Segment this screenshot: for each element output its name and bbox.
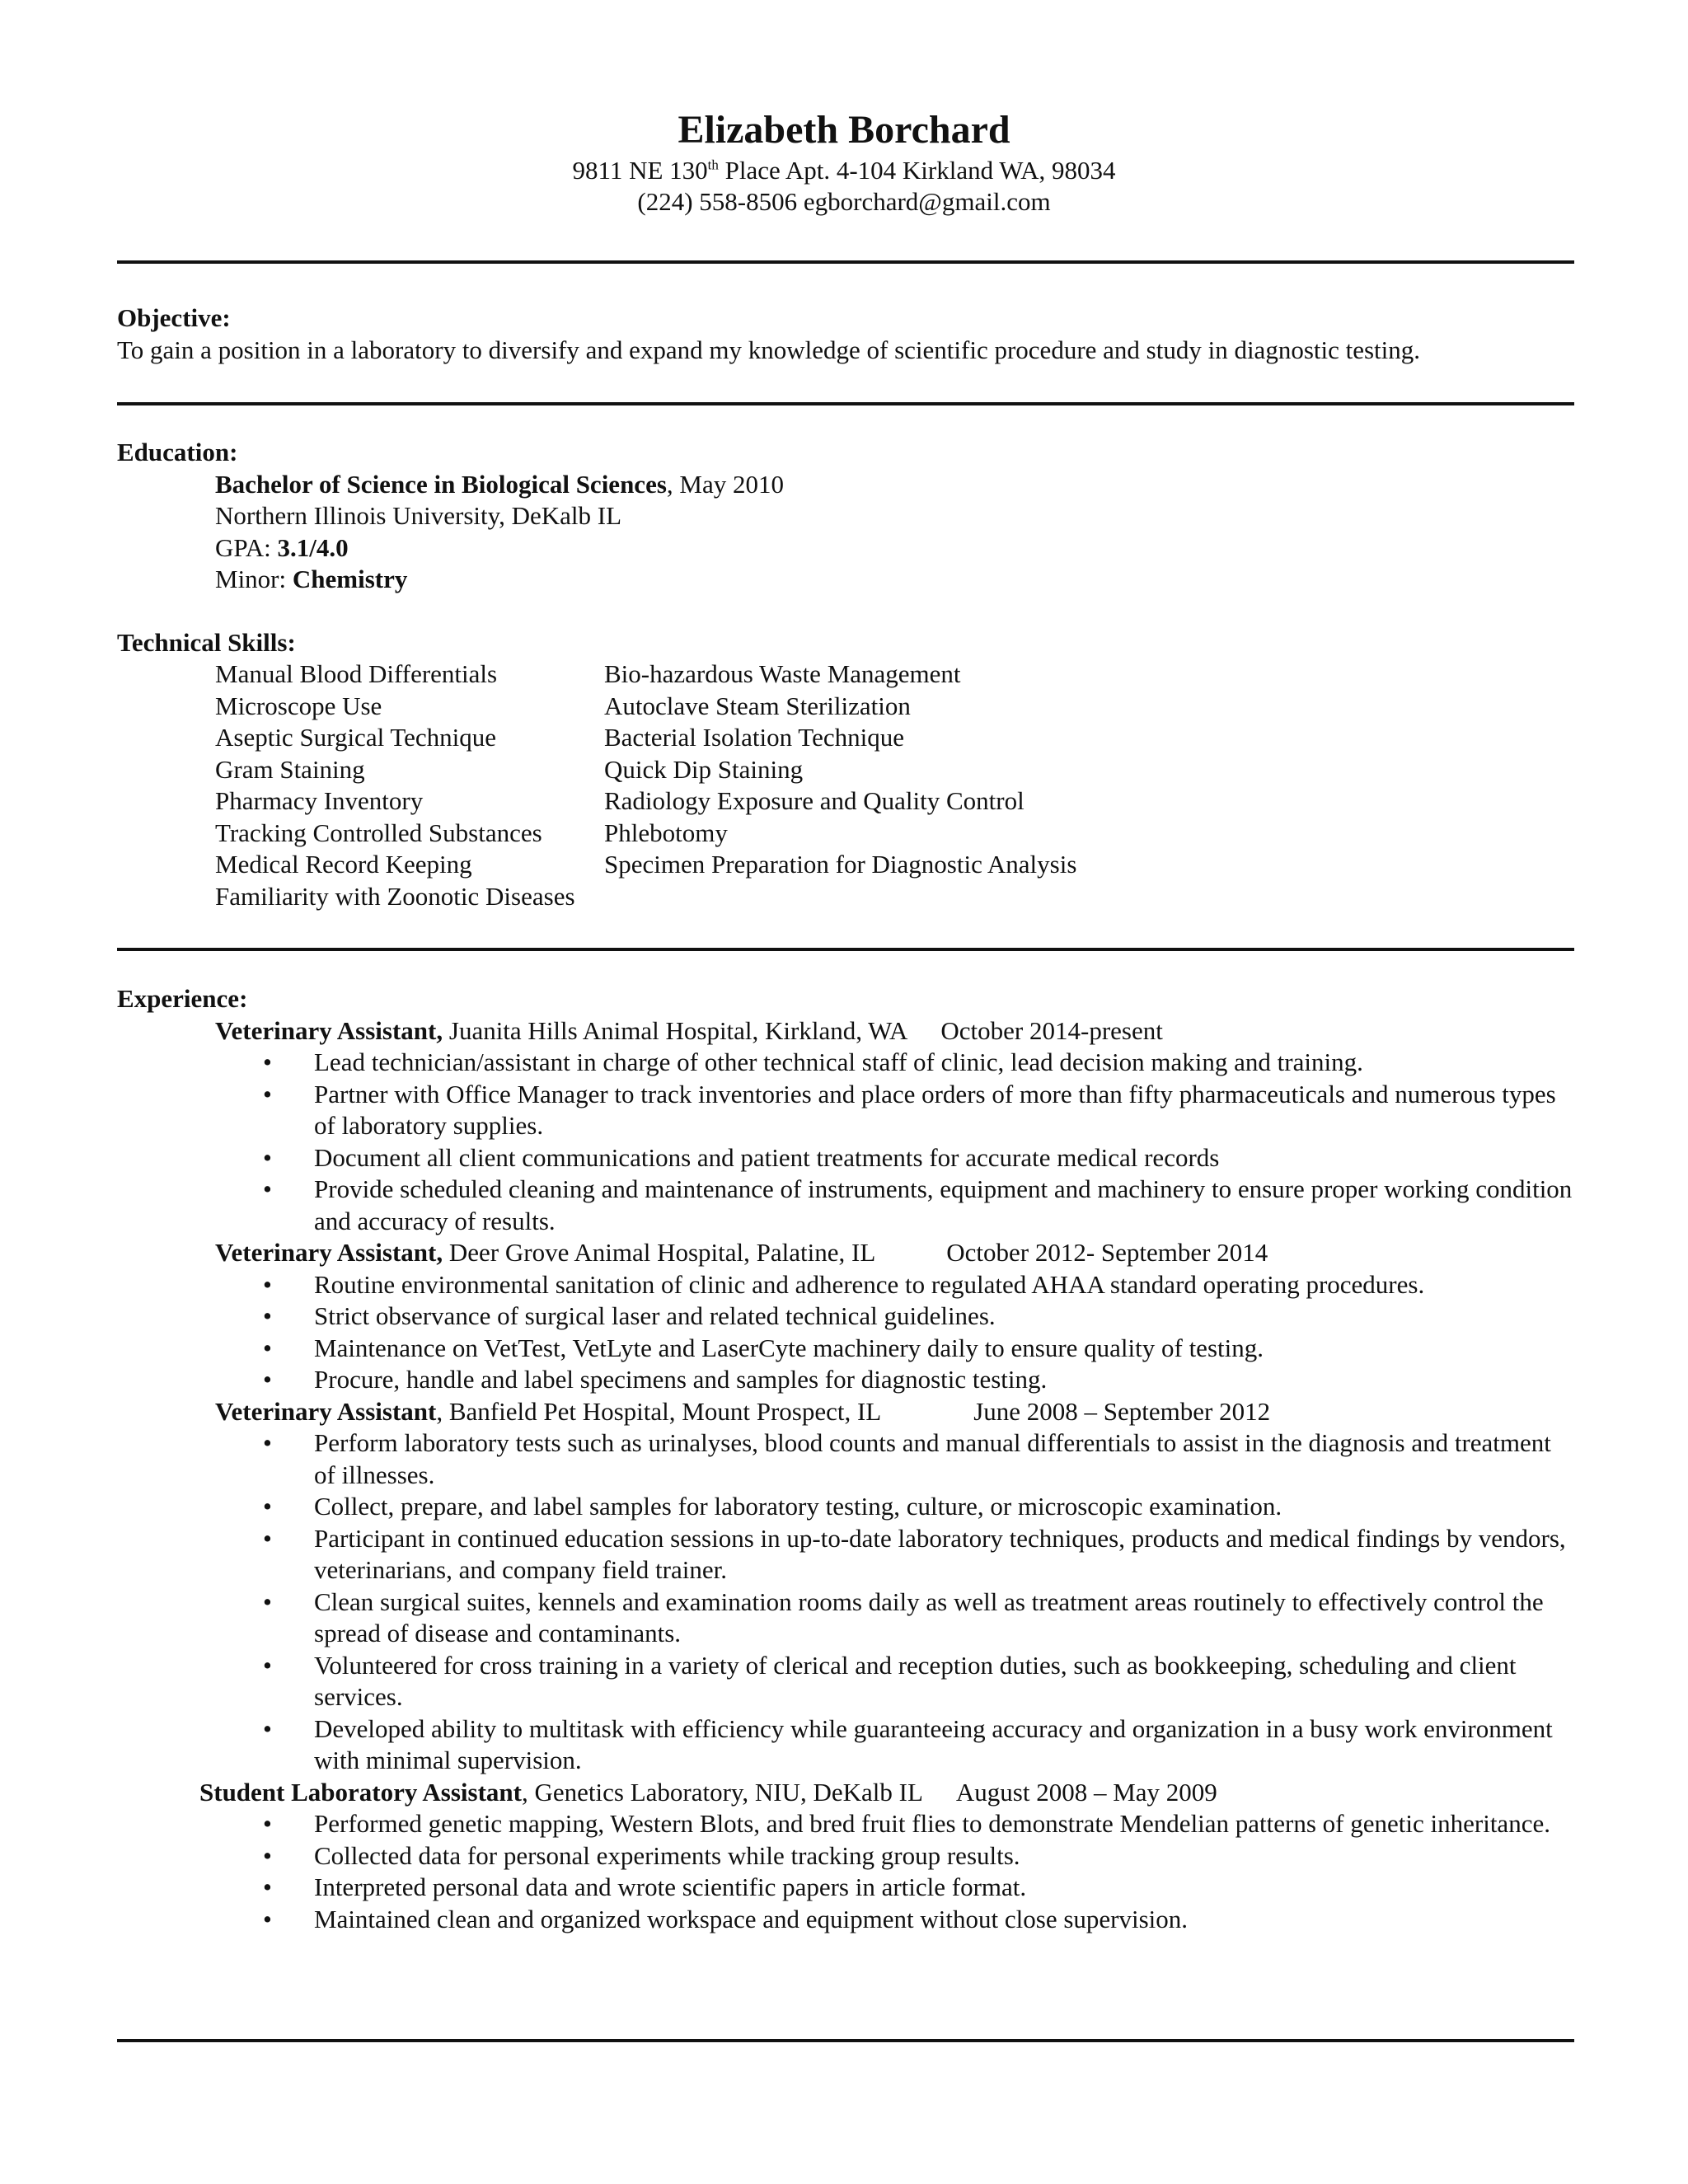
bullet-icon: • [263, 1174, 272, 1203]
duty-text: Participant in continued education sessions in up-to-date laboratory techniques, products and medical findings by vendors, veterinarians, and company field trainer. [314, 1523, 1566, 1584]
skill-item: Manual Blood Differentials [215, 659, 498, 688]
bullet-icon: • [263, 1047, 272, 1076]
bullet-icon: • [263, 1840, 272, 1870]
job-dates: August 2008 – May 2009 [955, 1777, 1217, 1807]
duty-item [117, 1808, 1574, 1840]
divider-rule [117, 948, 1574, 951]
divider-rule [117, 260, 1574, 264]
skill-item: Specimen Preparation for Diagnostic Analysis [604, 850, 1077, 879]
divider-rule [117, 402, 1574, 405]
skill-row [215, 818, 1574, 850]
bullet-icon: • [263, 1523, 272, 1553]
skills-heading: Technical Skills: [117, 627, 296, 657]
duty-text: Document all client communications and patient treatments for accurate medical records [314, 1142, 1220, 1172]
job-employer: , Banfield Pet Hospital, Mount Prospect, IL [436, 1396, 882, 1426]
duty-item [117, 1491, 1574, 1523]
minor-label: Minor: [215, 565, 293, 593]
skill-item: Quick Dip Staining [604, 754, 804, 784]
skills-list [117, 658, 1574, 912]
bullet-icon: • [263, 1428, 272, 1457]
bullet-icon: • [263, 1872, 272, 1901]
skill-item: Bacterial Isolation Technique [604, 723, 904, 752]
degree-name: Bachelor of Science in Biological Sciences [215, 469, 667, 499]
job-duties [117, 1808, 1574, 1935]
bullet-icon: • [263, 1713, 272, 1743]
duty-item [117, 1142, 1574, 1174]
duty-item [117, 1079, 1574, 1142]
skill-row [215, 881, 1574, 913]
bullet-icon: • [263, 1333, 272, 1362]
skill-item: Medical Record Keeping [215, 850, 472, 879]
education-heading: Education: [117, 438, 238, 466]
minor-value: Chemistry [292, 565, 408, 593]
education-school: Northern Illinois University, DeKalb IL [215, 501, 622, 530]
skill-item: Bio-hazardous Waste Management [604, 659, 961, 688]
gpa-label: GPA: [215, 532, 278, 562]
duty-item [117, 1650, 1574, 1713]
skill-row [215, 785, 1574, 818]
skill-item: Tracking Controlled Substances [215, 818, 542, 847]
job-header [117, 1777, 1574, 1809]
address-rest: Place Apt. 4-104 Kirkland WA, 98034 [718, 156, 1116, 185]
job-dates: October 2014-present [940, 1015, 1163, 1045]
job-employer: Juanita Hills Animal Hospital, Kirkland, WA [443, 1015, 908, 1045]
duty-text: Collected data for personal experiments while tracking group results. [314, 1840, 1020, 1870]
duty-text: Routine environmental sanitation of clinic and adherence to regulated AHAA standard operating procedures. [314, 1269, 1425, 1299]
divider-rule [117, 2039, 1574, 2042]
skill-item: Gram Staining [215, 754, 365, 784]
skill-row [215, 722, 1574, 754]
duty-text: Lead technician/assistant in charge of other technical staff of clinic, lead decision making and training. [314, 1047, 1363, 1076]
address-ordinal: th [707, 157, 719, 173]
skill-item: Familiarity with Zoonotic Diseases [215, 881, 575, 911]
contact-line: (224) 558-8506 egborchard@gmail.com [637, 187, 1051, 216]
duty-item [117, 1840, 1574, 1872]
bullet-icon: • [263, 1650, 272, 1680]
job-title: Veterinary Assistant, [215, 1238, 443, 1267]
bullet-icon: • [263, 1492, 272, 1521]
skill-row [215, 658, 1574, 691]
duty-text: Maintained clean and organized workspace and equipment without close supervision. [314, 1904, 1189, 1933]
job-header [117, 1237, 1574, 1269]
duty-item [117, 1872, 1574, 1904]
duty-item [117, 1301, 1574, 1333]
duty-item [117, 1269, 1574, 1301]
duty-text: Developed ability to multitask with efficiency while guaranteeing accuracy and organization in a busy work environment with minimal supervision. [314, 1713, 1553, 1774]
job-entry [117, 1777, 1574, 1936]
duty-text: Volunteered for cross training in a variety of clerical and reception duties, such as bookkeeping, scheduling and client services. [314, 1650, 1517, 1711]
objective-section [117, 302, 1574, 366]
bullet-icon: • [263, 1365, 272, 1394]
duty-item [117, 1047, 1574, 1079]
job-duties [117, 1269, 1574, 1396]
resume-header [0, 105, 1688, 218]
skill-item: Aseptic Surgical Technique [215, 723, 497, 752]
applicant-name: Elizabeth Borchard [678, 108, 1010, 152]
bullet-icon: • [263, 1904, 272, 1933]
address-line [0, 155, 1688, 186]
job-employer: Deer Grove Animal Hospital, Palatine, IL [443, 1238, 876, 1267]
education-degree-line [117, 469, 1574, 501]
skill-item: Phlebotomy [604, 818, 728, 847]
gpa-value: 3.1/4.0 [277, 532, 349, 562]
bullet-icon: • [263, 1079, 272, 1108]
address-number: 9811 NE 130 [572, 156, 708, 185]
skill-item: Microscope Use [215, 691, 382, 720]
duty-text: Clean surgical suites, kennels and examination rooms daily as well as treatment areas routinely to effectively control the spread of disease and contaminants. [314, 1586, 1544, 1647]
job-entry [117, 1237, 1574, 1396]
job-entry [117, 1015, 1574, 1238]
skill-row [215, 691, 1574, 723]
bullet-icon: • [263, 1809, 272, 1838]
job-title: Veterinary Assistant, [215, 1015, 443, 1045]
job-dates: October 2012- September 2014 [946, 1238, 1268, 1267]
bullet-icon: • [263, 1269, 272, 1299]
duty-item [117, 1904, 1574, 1936]
job-employer: , Genetics Laboratory, NIU, DeKalb IL [522, 1777, 923, 1807]
objective-heading: Objective: [117, 303, 231, 332]
skill-row [215, 849, 1574, 881]
skill-row [215, 754, 1574, 786]
duty-item [117, 1586, 1574, 1650]
duty-text: Performed genetic mapping, Western Blots, and bred fruit flies to demonstrate Mendelian patterns of genetic inheritance. [314, 1809, 1550, 1838]
degree-date: , May 2010 [666, 469, 784, 499]
skill-item: Radiology Exposure and Quality Control [604, 786, 1025, 815]
duty-text: Partner with Office Manager to track inventories and place orders of more than fifty pharmaceuticals and numerous types of laboratory supplies. [314, 1079, 1556, 1140]
job-title: Veterinary Assistant [215, 1396, 437, 1426]
experience-section [117, 983, 1574, 1935]
skill-item: Pharmacy Inventory [215, 786, 424, 815]
bullet-icon: • [263, 1301, 272, 1330]
duty-text: Interpreted personal data and wrote scientific papers in article format. [314, 1872, 1027, 1901]
duty-item [117, 1523, 1574, 1586]
education-section [117, 437, 1574, 912]
skill-item: Autoclave Steam Sterilization [604, 691, 911, 720]
duty-text: Collect, prepare, and label samples for laboratory testing, culture, or microscopic examination. [314, 1492, 1282, 1521]
job-title: Student Laboratory Assistant [199, 1777, 522, 1807]
bullet-icon: • [263, 1586, 272, 1616]
job-duties [117, 1427, 1574, 1777]
education-minor-line [117, 564, 1574, 596]
job-duties [117, 1047, 1574, 1237]
duty-text: Strict observance of surgical laser and related technical guidelines. [314, 1301, 996, 1330]
duty-text: Maintenance on VetTest, VetLyte and LaserCyte machinery daily to ensure quality of testing. [314, 1333, 1264, 1362]
job-header [117, 1396, 1574, 1428]
job-header [117, 1015, 1574, 1047]
duty-text: Perform laboratory tests such as urinalyses, blood counts and manual differentials to assist in the diagnosis and treatment of illnesses. [314, 1428, 1551, 1489]
job-dates: June 2008 – September 2012 [973, 1396, 1271, 1426]
duty-item [117, 1364, 1574, 1396]
duty-text: Provide scheduled cleaning and maintenance of instruments, equipment and machinery to ensure proper working condition and accuracy of results. [314, 1174, 1573, 1235]
duty-item [117, 1333, 1574, 1365]
objective-text: To gain a position in a laboratory to diversify and expand my knowledge of scientific procedure and study in diagnostic testing. [117, 335, 1421, 364]
duty-item [117, 1427, 1574, 1491]
bullet-icon: • [263, 1142, 272, 1172]
duty-text: Procure, handle and label specimens and samples for diagnostic testing. [314, 1365, 1048, 1394]
education-gpa-line [117, 532, 1574, 565]
experience-heading: Experience: [117, 984, 248, 1013]
duty-item [117, 1174, 1574, 1237]
job-entry [117, 1396, 1574, 1777]
duty-item [117, 1713, 1574, 1777]
